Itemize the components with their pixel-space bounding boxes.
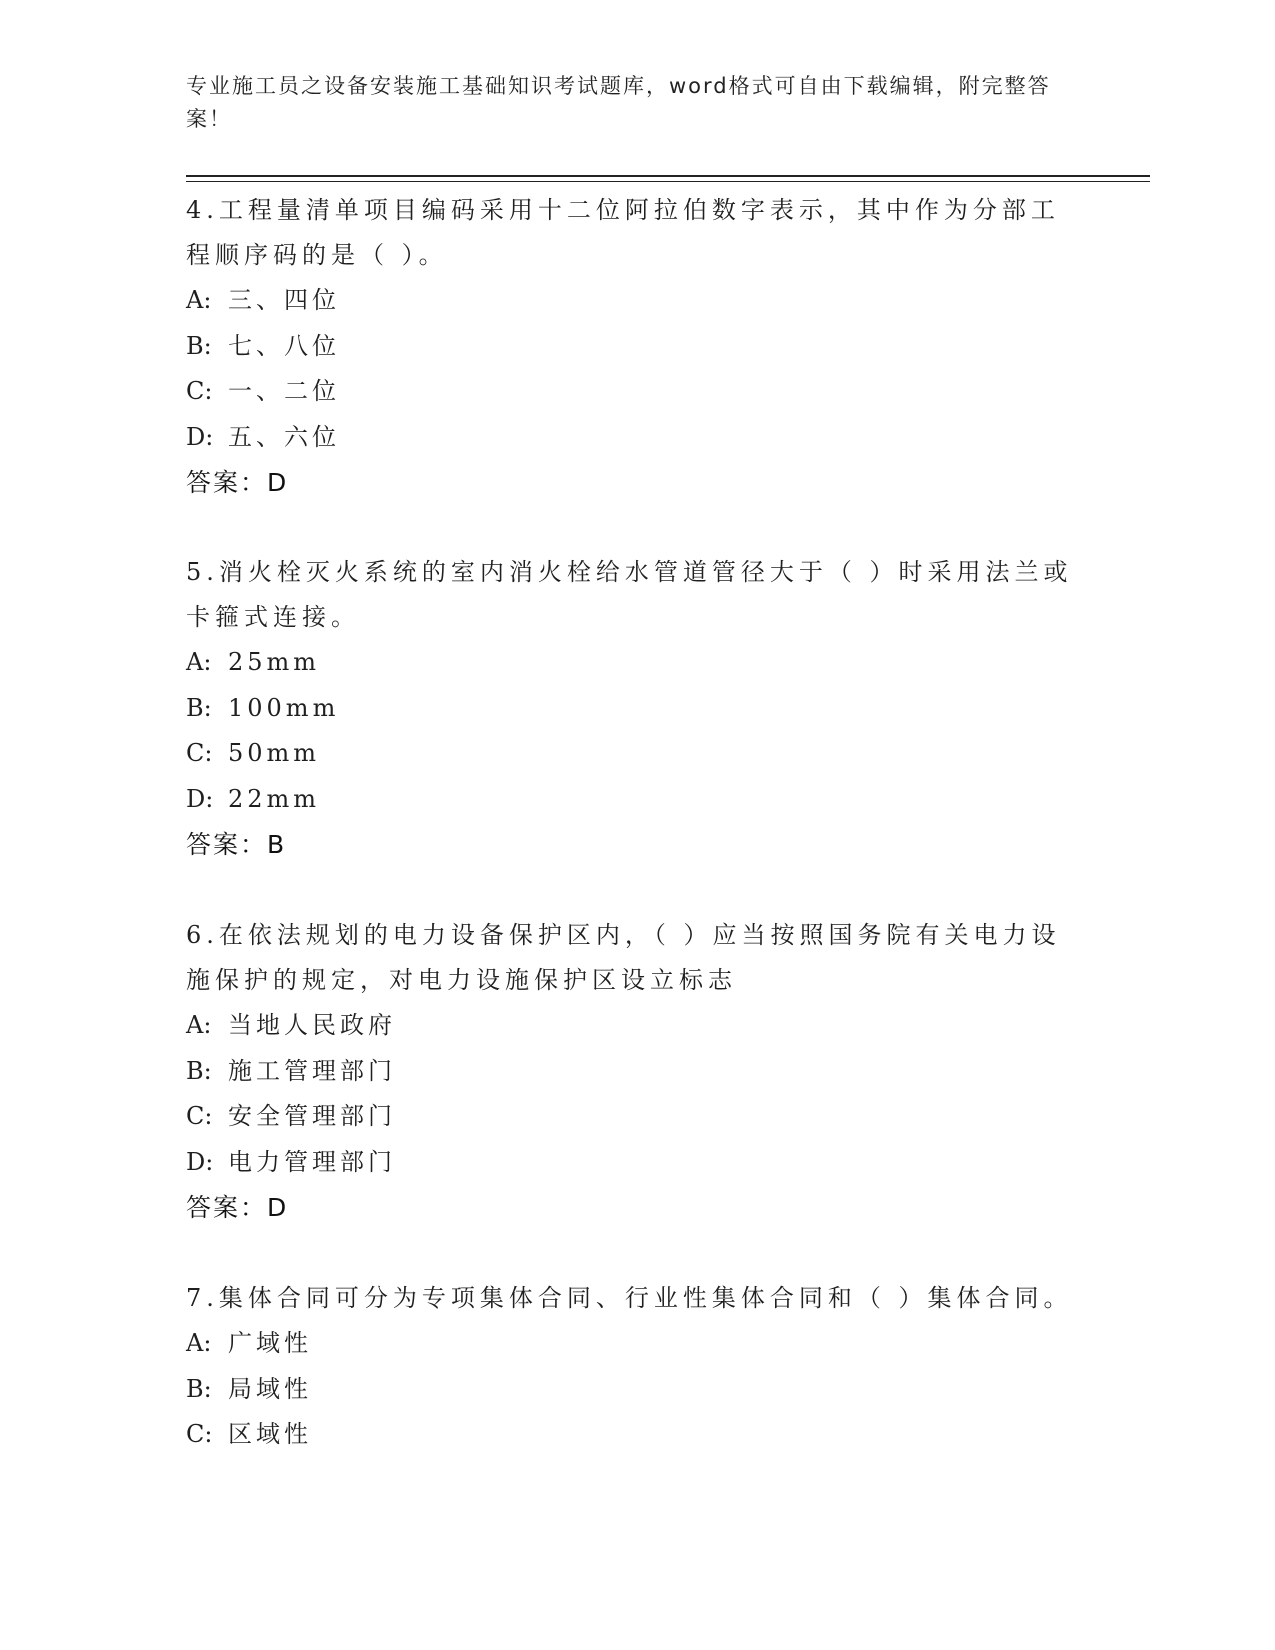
option-text: 25mm xyxy=(228,648,321,676)
option-b xyxy=(186,324,1086,370)
option-letter: B: xyxy=(186,1374,212,1403)
option-a xyxy=(186,1003,1086,1049)
option-letter: A: xyxy=(186,286,212,314)
option-text: 局域性 xyxy=(228,1374,312,1403)
option-letter: A: xyxy=(186,1329,212,1357)
option-b xyxy=(186,1049,1086,1095)
option-c xyxy=(186,731,1086,777)
option-letter: C: xyxy=(186,1420,213,1448)
answer-line: 答案：D xyxy=(186,1193,289,1222)
option-text: 三、四位 xyxy=(228,286,340,314)
option-text: 施工管理部门 xyxy=(228,1056,396,1085)
option-text: 电力管理部门 xyxy=(228,1147,396,1176)
option-text: 五、六位 xyxy=(228,422,340,451)
option-letter: B: xyxy=(186,331,212,360)
option-letter: C: xyxy=(186,1102,213,1130)
option-d xyxy=(186,1140,1086,1186)
question-5 xyxy=(186,550,1086,867)
document-header: 专业施工员之设备安装施工基础知识考试题库，word格式可自由下载编辑，附完整答案！ xyxy=(186,74,1051,131)
option-b xyxy=(186,1367,1086,1413)
question-text: 7.集体合同可分为专项集体合同、行业性集体合同和（ ）集体合同。 xyxy=(186,1284,1073,1312)
option-text: 当地人民政府 xyxy=(228,1011,396,1039)
option-text: 广域性 xyxy=(228,1329,312,1357)
question-text: 4.工程量清单项目编码采用十二位阿拉伯数字表示，其中作为分部工程顺序码的是（ ）。 xyxy=(186,196,1060,269)
option-letter: B: xyxy=(186,693,212,722)
option-text: 一、二位 xyxy=(228,377,340,405)
option-letter: A: xyxy=(186,648,212,676)
question-7 xyxy=(186,1276,1086,1458)
option-c xyxy=(186,369,1086,415)
option-c xyxy=(186,1412,1086,1458)
option-text: 50mm xyxy=(228,739,321,767)
option-d xyxy=(186,415,1086,461)
option-letter: C: xyxy=(186,739,213,767)
option-a xyxy=(186,1321,1086,1367)
option-letter: D: xyxy=(186,422,214,451)
question-text: 5.消火栓灭火系统的室内消火栓给水管道管径大于（ ）时采用法兰或卡箍式连接。 xyxy=(186,558,1073,631)
option-a xyxy=(186,640,1086,686)
option-letter: B: xyxy=(186,1056,212,1085)
question-6 xyxy=(186,913,1086,1230)
answer-line: 答案：B xyxy=(186,830,287,859)
option-text: 区域性 xyxy=(228,1420,312,1448)
question-text: 6.在依法规划的电力设备保护区内，（ ）应当按照国务院有关电力设施保护的规定，对电力设施保护区设立标志 xyxy=(186,921,1061,994)
option-text: 22mm xyxy=(228,784,321,813)
option-letter: D: xyxy=(186,784,214,813)
option-letter: C: xyxy=(186,377,213,405)
option-text: 安全管理部门 xyxy=(228,1102,396,1130)
answer-line: 答案：D xyxy=(186,468,289,497)
option-c xyxy=(186,1094,1086,1140)
option-text: 100mm xyxy=(228,693,340,722)
header-divider xyxy=(186,175,1150,177)
question-4 xyxy=(186,188,1086,505)
option-letter: D: xyxy=(186,1147,214,1176)
option-d xyxy=(186,777,1086,823)
header-divider-thin xyxy=(186,181,1150,182)
option-a xyxy=(186,278,1086,324)
option-letter: A: xyxy=(186,1011,212,1039)
option-text: 七、八位 xyxy=(228,331,340,360)
option-b xyxy=(186,686,1086,732)
